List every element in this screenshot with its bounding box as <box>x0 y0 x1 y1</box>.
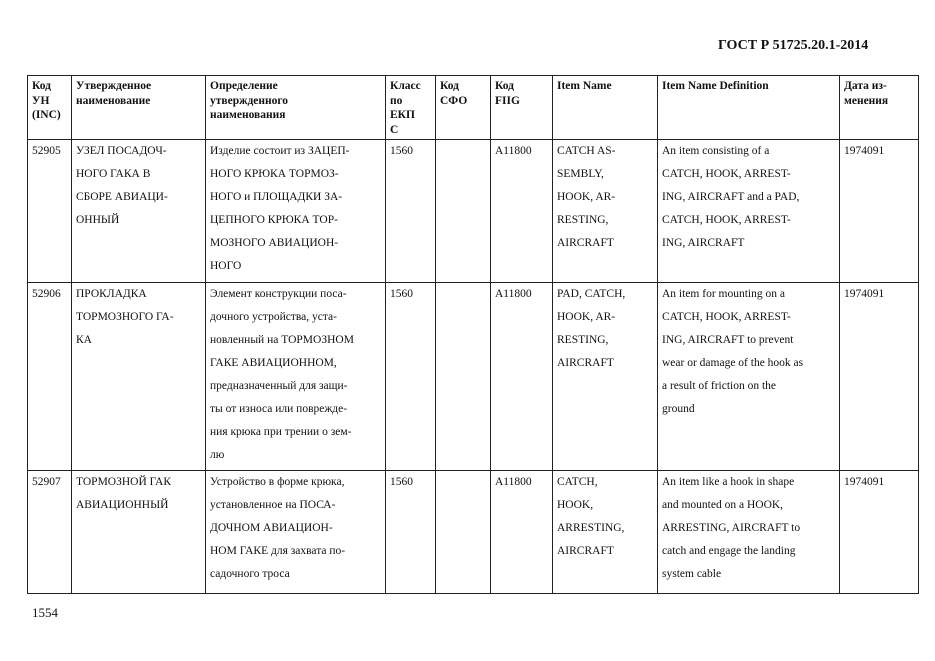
header-item-name-definition: Item Name Definition <box>658 76 840 140</box>
cell-sfo <box>436 471 491 594</box>
cell-item-name: CATCH, HOOK, ARRESTING, AIRCRAFT <box>553 471 658 594</box>
cell-sfo <box>436 283 491 471</box>
table-row <box>28 283 919 471</box>
cell-definition: Изделие состоит из ЗАЦЕП- НОГО КРЮКА ТОРМОЗ- НОГО и ПЛОЩАДКИ ЗА- ЦЕПНОГО КРЮКА ТОР- МОЗНОГО АВИАЦИОН- НОГО <box>206 140 386 283</box>
nomenclature-table <box>27 75 919 594</box>
cell-approved-name: УЗЕЛ ПОСАДОЧ- НОГО ГАКА В СБОРЕ АВИАЦИ- ОННЫЙ <box>72 140 206 283</box>
cell-inc: 52907 <box>28 471 72 594</box>
document-code: ГОСТ Р 51725.20.1-2014 <box>718 38 869 53</box>
cell-approved-name: ТОРМОЗНОЙ ГАК АВИАЦИОННЫЙ <box>72 471 206 594</box>
cell-class: 1560 <box>386 471 436 594</box>
cell-fiig: A11800 <box>491 140 553 283</box>
cell-change-date: 1974091 <box>840 140 919 283</box>
header-change-date: Дата из- менения <box>840 76 919 140</box>
cell-item-definition: An item consisting of a CATCH, HOOK, ARREST- ING, AIRCRAFT and a PAD, CATCH, HOOK, ARREST- ING, AIRCRAFT <box>658 140 840 283</box>
cell-class: 1560 <box>386 140 436 283</box>
header-fiig: Код FIIG <box>491 76 553 140</box>
header-inc: Код УН (INC) <box>28 76 72 140</box>
table-row <box>28 140 919 283</box>
cell-item-name: CATCH AS- SEMBLY, HOOK, AR- RESTING, AIRCRAFT <box>553 140 658 283</box>
cell-item-name: PAD, CATCH, HOOK, AR- RESTING, AIRCRAFT <box>553 283 658 471</box>
header-definition: Определение утвержденного наименования <box>206 76 386 140</box>
table-header-row <box>28 76 919 140</box>
cell-fiig: A11800 <box>491 283 553 471</box>
cell-item-definition: An item for mounting on a CATCH, HOOK, ARREST- ING, AIRCRAFT to prevent wear or damage of the hook as a result of friction on the ground <box>658 283 840 471</box>
cell-item-definition: An item like a hook in shape and mounted on a HOOK, ARRESTING, AIRCRAFT to catch and engage the landing system cable <box>658 471 840 594</box>
cell-inc: 52906 <box>28 283 72 471</box>
header-sfo: Код СФО <box>436 76 491 140</box>
page-number: 1554 <box>32 605 58 620</box>
header-class: Класс по ЕКП С <box>386 76 436 140</box>
cell-inc: 52905 <box>28 140 72 283</box>
cell-sfo <box>436 140 491 283</box>
cell-definition: Элемент конструкции поса- дочного устройства, уста- новленный на ТОРМОЗНОМ ГАКЕ АВИАЦИОННОМ, предназначенный для защи- ты от износа или поврежде- ния крюка при трении о зем- лю <box>206 283 386 471</box>
cell-fiig: A11800 <box>491 471 553 594</box>
header-item-name: Item Name <box>553 76 658 140</box>
cell-change-date: 1974091 <box>840 471 919 594</box>
header-approved-name: Утвержденное наименование <box>72 76 206 140</box>
table-row <box>28 471 919 594</box>
cell-change-date: 1974091 <box>840 283 919 471</box>
cell-approved-name: ПРОКЛАДКА ТОРМОЗНОГО ГА- КА <box>72 283 206 471</box>
cell-class: 1560 <box>386 283 436 471</box>
cell-definition: Устройство в форме крюка, установленное на ПОСА- ДОЧНОМ АВИАЦИОН- НОМ ГАКЕ для захвата по- садочного троса <box>206 471 386 594</box>
